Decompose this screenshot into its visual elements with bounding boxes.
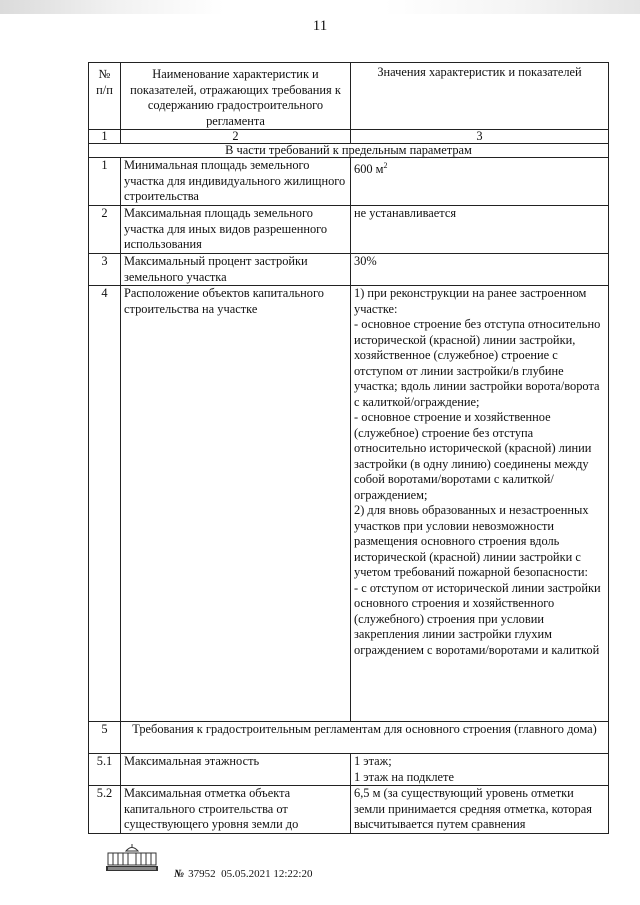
row-name: Минимальная площадь земельного участка для индивидуального жилищного строительства bbox=[121, 158, 351, 206]
row-number: 1 bbox=[89, 158, 121, 206]
section-row bbox=[89, 722, 609, 754]
header-number-cell: № п/п bbox=[89, 63, 121, 130]
table-row bbox=[89, 254, 609, 286]
index-row bbox=[89, 130, 609, 144]
header-name-cell: Наименование характеристик и показателей, отражающих требования к содержанию градостроительного регламента bbox=[121, 63, 351, 130]
table-row bbox=[89, 206, 609, 254]
section-row bbox=[89, 144, 609, 158]
index-cell: 2 bbox=[121, 130, 351, 144]
header-value-cell: Значения характеристик и показателей bbox=[351, 63, 609, 130]
table-row bbox=[89, 286, 609, 722]
index-cell: 1 bbox=[89, 130, 121, 144]
stamp-datetime: 05.05.2021 12:22:20 bbox=[221, 868, 313, 880]
building-logo-icon bbox=[104, 843, 160, 873]
section-title: Требования к градостроительным регламентам для основного строения (главного дома) bbox=[121, 722, 609, 754]
row-name: Максимальная площадь земельного участка для иных видов разрешенного использования bbox=[121, 206, 351, 254]
index-cell: 3 bbox=[351, 130, 609, 144]
stamp-number: 37952 bbox=[188, 868, 216, 880]
row-value: 1) при реконструкции на ранее застроенном участке: - основное строение без отступа относительно исторической (красной) линии застройки, хозяйственное (служебное) строение с отступом от линии застройки/в глубине участка; вдоль линии застройки ворота/ворота с калиткой/ограждение; - основное строение и хозяйственное (служебное) строение без отступа относительно исторической (красной) линии застройки (в одну линию) соединены между собой воротами/воротами с калиткой/ограждением; 2) для вновь образованных и незастроенных участков при условии невозможности размещения основного строения вдоль исторической (красной) линии застройки с учетом требований пожарной безопасности: - с отступом от исторической линии застройки основного строения и хозяйственного (служебного) строения при условии закрепления линии застройки глухим ограждением с воротами/воротами и калиткой bbox=[351, 286, 609, 722]
row-number: 4 bbox=[89, 286, 121, 722]
row-value-text: 600 м bbox=[354, 162, 384, 177]
row-value-superscript: 2 bbox=[383, 161, 388, 170]
table-row bbox=[89, 754, 609, 786]
row-number: 3 bbox=[89, 254, 121, 286]
row-value: 1 этаж; 1 этаж на подклете bbox=[351, 754, 609, 786]
row-number: 2 bbox=[89, 206, 121, 254]
section-title: В части требований к предельным параметрам bbox=[89, 144, 609, 158]
row-number: 5 bbox=[89, 722, 121, 754]
row-value: не устанавливается bbox=[351, 206, 609, 254]
table-row bbox=[89, 158, 609, 206]
row-number: 5.2 bbox=[89, 786, 121, 834]
table-row bbox=[89, 786, 609, 834]
row-name: Максимальная этажность bbox=[121, 754, 351, 786]
page-number: 11 bbox=[312, 18, 328, 34]
row-name: Расположение объектов капитального строительства на участке bbox=[121, 286, 351, 722]
row-value: 6,5 м (за существующий уровень отметки земли принимается средняя отметка, которая высчитывается путем сравнения bbox=[351, 786, 609, 834]
regulation-table bbox=[88, 62, 609, 834]
row-number: 5.1 bbox=[89, 754, 121, 786]
registration-stamp bbox=[174, 868, 312, 880]
number-sign: № bbox=[174, 868, 185, 880]
row-name: Максимальный процент застройки земельного участка bbox=[121, 254, 351, 286]
table-header-row bbox=[89, 63, 609, 130]
row-value bbox=[351, 158, 609, 206]
scan-edge-shading bbox=[0, 0, 640, 14]
row-value: 30% bbox=[351, 254, 609, 286]
row-name: Максимальная отметка объекта капитального строительства от существующего уровня земли до bbox=[121, 786, 351, 834]
